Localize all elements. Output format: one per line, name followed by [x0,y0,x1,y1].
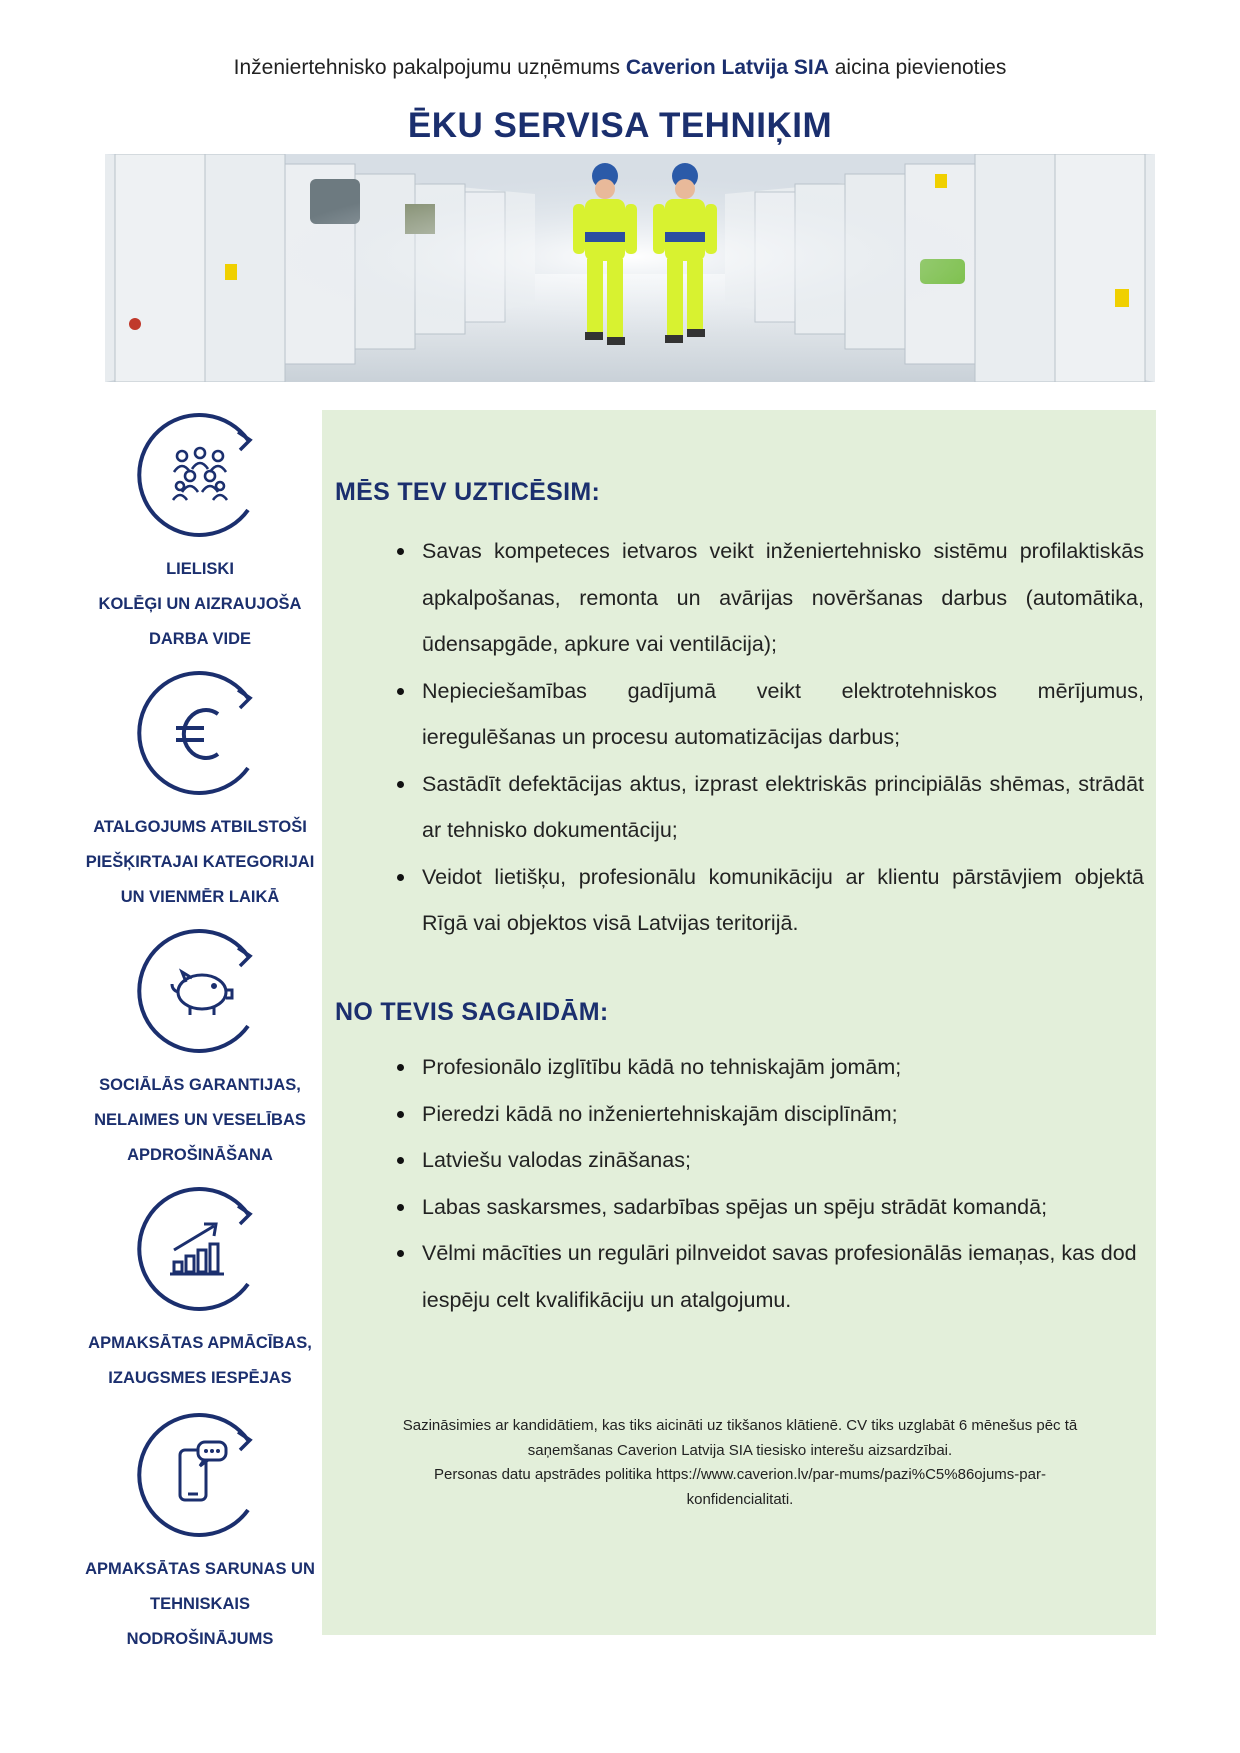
list-item: Savas kompeteces ietvaros veikt inženiertehnisko sistēmu profilaktiskās apkalpošanas, remonta un avārijas novēršanas darbus (automātika, ūdensapgāde, apkure vai ventilācija); [322,528,1144,668]
benefit-label: APMAKSĀTAS APMĀCĪBAS, IZAUGSMES IESPĒJAS [88,1334,312,1387]
hero-photo [105,154,1155,382]
list-item: Nepieciešamības gadījumā veikt elektrotehniskos mērījumus, ieregulēšanas un procesu automatizācijas darbus; [322,668,1144,761]
intro-text-after: aicina pievienoties [828,56,1007,79]
list-item: Pieredzi kādā no inženiertehniskajām disciplīnām; [322,1091,1144,1138]
list-item: Sastādīt defektācijas aktus, izprast elektriskās principiālās shēmas, strādāt ar tehnisko dokumentāciju; [322,761,1144,854]
intro-line [0,56,1240,80]
list-item: Vēlmi mācīties un regulāri pilnveidot savas profesionālās iemaņas, kas dod iespēju celt kvalifikāciju un atalgojumu. [322,1230,1144,1323]
switchgear-corridor-illustration [105,154,1155,382]
privacy-note: Sazināsimies ar kandidātiem, kas tiks aicināti uz tikšanos klātienē. CV tiks uzglabāt 6 mēnešus pēc tā saņemšanas Caverion Latvija SIA tiesisko interešu aizsardzībai. Personas datu apstrādes politika https://www.caverion.lv/par-mums/pazi%C5%86ojums-par- konfidencialitati. [402,1417,1078,1508]
benefit-label: ATALGOJUMS ATBILSTOŠI PIEŠĶIRTAJAI KATEGORIJAI UN VIENMĒR LAIKĀ [85,818,315,906]
phone-chat-icon [130,1410,270,1540]
benefit-colleagues [80,410,320,657]
benefit-label: APMAKSĀTAS SARUNAS UN TEHNISKAIS NODROŠINĀJUMS [85,1560,315,1648]
company-name: Caverion Latvija SIA [625,56,829,79]
intro-text-before: Inženiertehnisko pakalpojumu uzņēmums [233,56,626,79]
job-title: ĒKU SERVISA TEHNIĶIM [407,106,833,145]
benefit-salary [80,668,320,915]
piggy-bank-icon [130,926,270,1056]
benefit-label: LIELISKI KOLĒĢI UN AIZRAUJOŠA DARBA VIDE [98,560,302,648]
benefit-label: SOCIĀLĀS GARANTIJAS, NELAIMES UN VESELĪBAS APDROŠINĀŠANA [94,1076,306,1164]
benefit-phone [80,1410,320,1657]
list-item: Profesionālo izglītību kādā no tehniskajām jomām; [322,1044,1144,1091]
people-group-icon [130,410,270,540]
benefit-insurance [80,926,320,1173]
list-item: Latviešu valodas zināšanas; [322,1137,1144,1184]
offer-heading: MĒS TEV UZTICĒSIM: [335,478,601,506]
growth-chart-icon [130,1184,270,1314]
requirements-heading: NO TEVIS SAGAIDĀM: [335,998,609,1026]
euro-icon [130,668,270,798]
offer-list [322,528,1144,947]
benefit-training [80,1184,320,1396]
list-item: Labas saskarsmes, sadarbības spējas un spēju strādāt komandā; [322,1184,1144,1231]
job-details-panel [322,410,1156,1635]
list-item: Veidot lietišķu, profesionālu komunikāciju ar klientu pārstāvjiem objektā Rīgā vai objektos visā Latvijas teritorijā. [322,854,1144,947]
requirements-list [322,1044,1144,1323]
